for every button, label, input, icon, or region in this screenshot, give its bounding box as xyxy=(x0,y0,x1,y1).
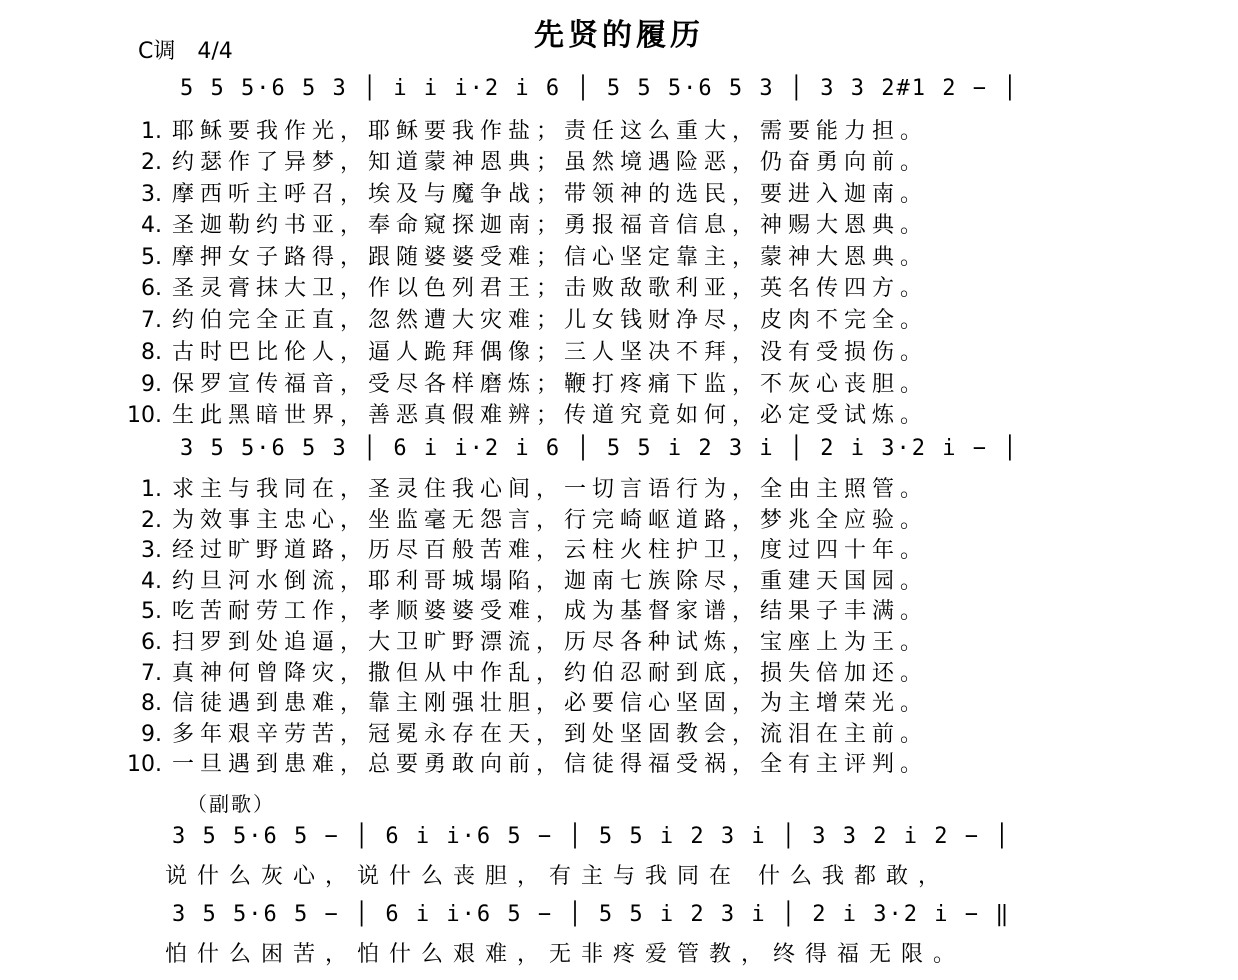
key-time-signature: C调 4/4 xyxy=(138,39,233,64)
verse-line: 3. 经过旷野道路，历尽百般苦难，云柱火柱护卫，度过四十年。 xyxy=(141,538,929,563)
notation-line-1: 5 5 5·6 5 3 │ i i i·2 i 6 │ 5 5 5·6 5 3 │ 3 3 2#1 2 − │ xyxy=(180,76,1019,101)
song-title: 先贤的履历 xyxy=(534,18,704,53)
chorus-lyric-line-1: 说什么灰心，说什么丧胆，有主与我同在 什么我都敢， xyxy=(165,864,950,889)
verse-line: 7. 约伯完全正直，忽然遭大灾难；儿女钱财净尽，皮肉不完全。 xyxy=(141,308,929,333)
verse-line: 5. 吃苦耐劳工作，孝顺婆婆受难，成为基督家谱，结果子丰满。 xyxy=(141,599,929,624)
verse-line: 8. 信徒遇到患难，靠主刚强壮胆，必要信心坚固，为主增荣光。 xyxy=(141,691,929,716)
verse-line: 6. 扫罗到处追逼，大卫旷野漂流，历尽各种试炼，宝座上为王。 xyxy=(141,630,929,655)
notation-line-2: 3 5 5·6 5 3 │ 6 i i·2 i 6 │ 5 5 i 2 3 i │ 2 i 3·2 i − │ xyxy=(180,436,1019,461)
chorus-notation-line-1: 3 5 5·6 5 − │ 6 i i·6 5 − │ 5 5 i 2 3 i │ 3 3 2 i 2 − │ xyxy=(172,824,1011,849)
verse-line: 1. 耶稣要我作光，耶稣要我作盐；责任这么重大，需要能力担。 xyxy=(141,119,929,144)
verse-line: 7. 真神何曾降灾，撒但从中作乱，约伯忍耐到底，损失倍加还。 xyxy=(141,661,929,686)
verse-line: 4. 圣迦勒约书亚，奉命窥探迦南；勇报福音信息，神赐大恩典。 xyxy=(141,213,929,238)
verse-line: 9. 保罗宣传福音，受尽各样磨炼；鞭打疼痛下监，不灰心丧胆。 xyxy=(141,372,929,397)
verse-line: 8. 古时巴比伦人，逼人跪拜偶像；三人坚决不拜，没有受损伤。 xyxy=(141,340,929,365)
verse-line: 9. 多年艰辛劳苦，冠冕永存在天，到处坚固教会，流泪在主前。 xyxy=(141,722,929,747)
verse-line: 5. 摩押女子路得，跟随婆婆受难；信心坚定靠主，蒙神大恩典。 xyxy=(141,245,929,270)
chorus-lyric-line-2: 怕什么困苦，怕什么艰难，无非疼爱管教，终得福无限。 xyxy=(165,942,966,967)
verse-line: 10. 一旦遇到患难，总要勇敢向前，信徒得福受祸，全有主评判。 xyxy=(127,752,929,777)
verse-line: 3. 摩西听主呼召，埃及与魔争战；带领神的选民，要进入迦南。 xyxy=(141,182,929,207)
chorus-notation-line-2: 3 5 5·6 5 − │ 6 i i·6 5 − │ 5 5 i 2 3 i │ 2 i 3·2 i − ‖ xyxy=(172,902,1011,927)
verse-line: 6. 圣灵膏抹大卫，作以色列君王；击败敌歌利亚，英名传四方。 xyxy=(141,276,929,301)
chorus-label: （副歌） xyxy=(187,792,275,816)
verse-line: 1. 求主与我同在，圣灵住我心间，一切言语行为，全由主照管。 xyxy=(141,477,929,502)
verse-line: 2. 约瑟作了异梦，知道蒙神恩典；虽然境遇险恶，仍奋勇向前。 xyxy=(141,150,929,175)
verse-line: 10. 生此黑暗世界，善恶真假难辨；传道究竟如何，必定受试炼。 xyxy=(127,403,929,428)
verse-line: 4. 约旦河水倒流，耶利哥城塌陷，迦南七族除尽，重建天国园。 xyxy=(141,569,929,594)
verse-line: 2. 为效事主忠心，坐监毫无怨言，行完崎岖道路，梦兆全应验。 xyxy=(141,508,929,533)
